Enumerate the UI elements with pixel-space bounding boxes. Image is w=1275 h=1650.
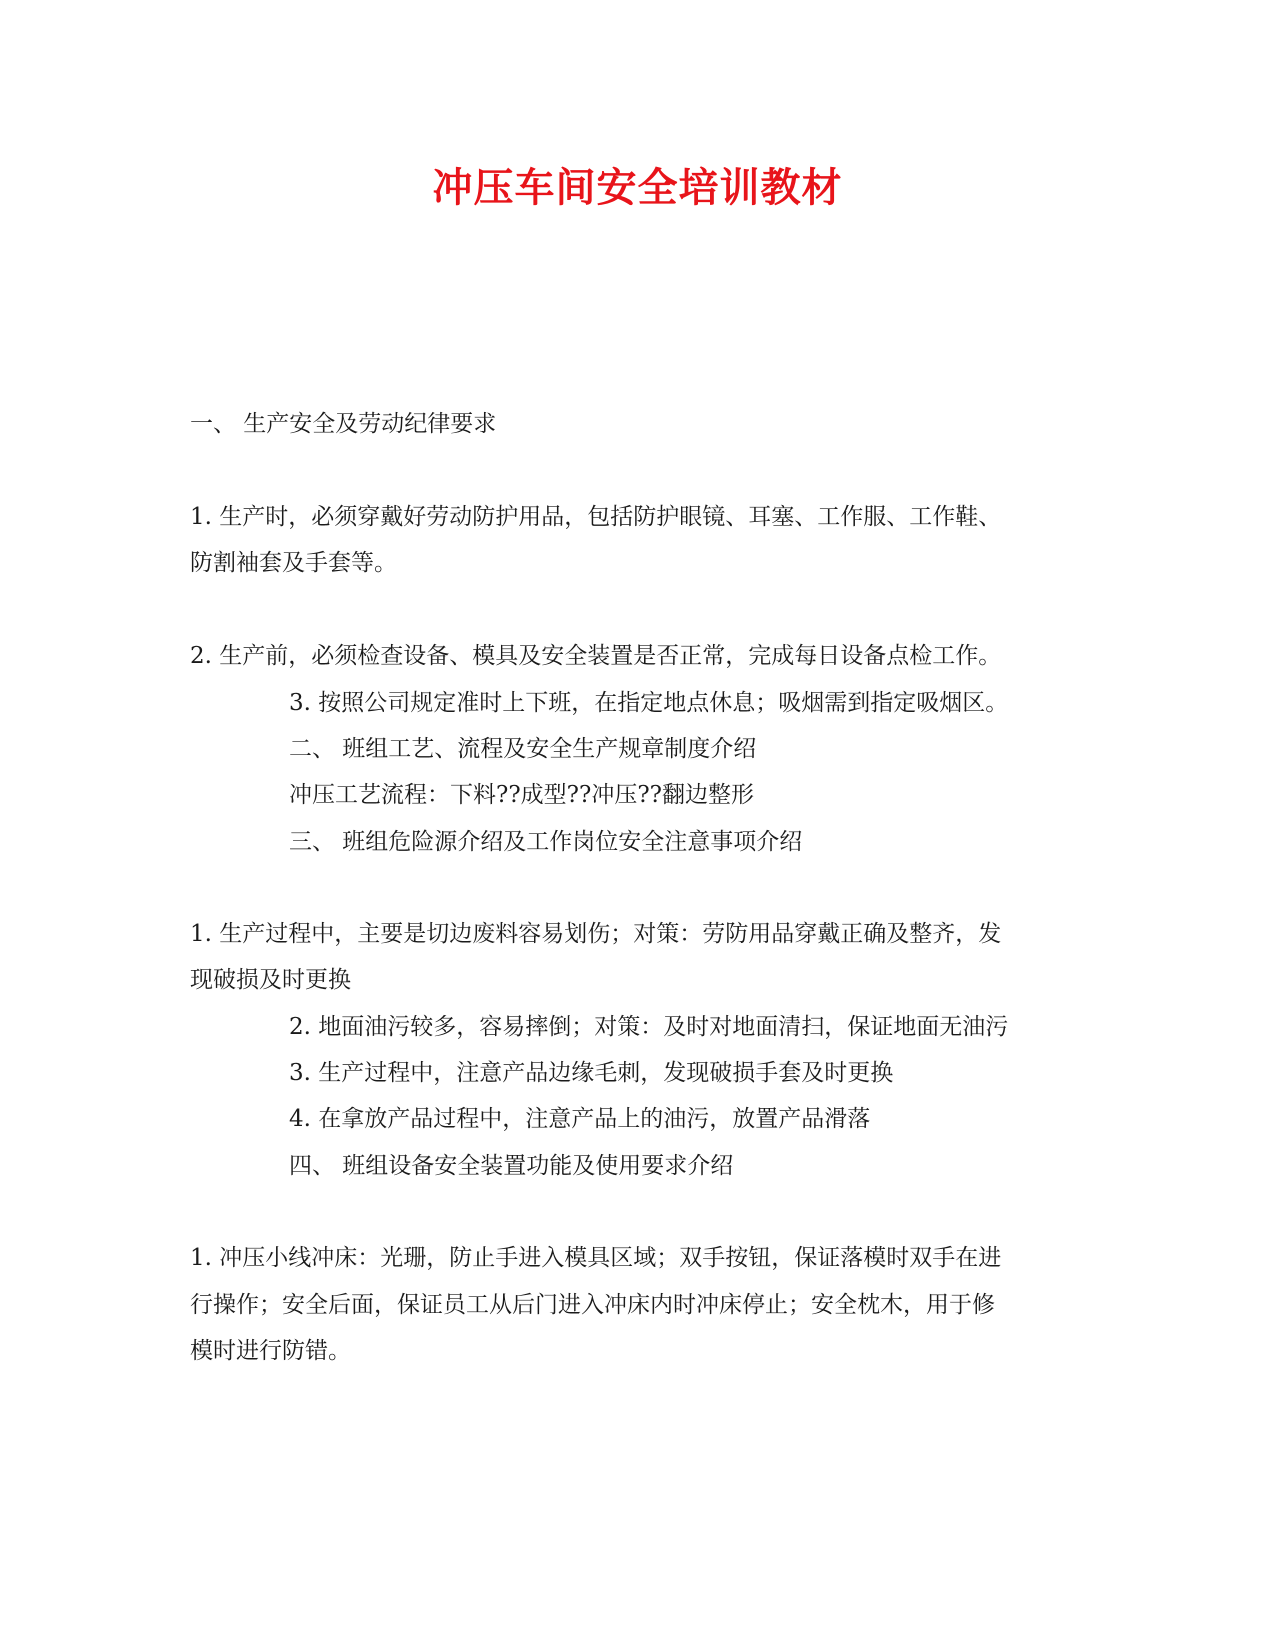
paragraph-line: 防割袖套及手套等。: [190, 550, 397, 576]
paragraph-line: 3. 按照公司规定准时上下班，在指定地点休息；吸烟需到指定吸烟区。: [289, 690, 1009, 716]
paragraph-line: 模时进行防错。: [190, 1338, 351, 1364]
paragraph-line: 冲压工艺流程：下料??成型??冲压??翻边整形: [289, 782, 754, 808]
paragraph-line: 行操作；安全后面，保证员工从后门进入冲床内时冲床停止；安全枕木，用于修: [190, 1292, 995, 1318]
paragraph-line: 2. 地面油污较多，容易摔倒；对策：及时对地面清扫，保证地面无油污: [289, 1014, 1009, 1040]
section-heading-2: 二、 班组工艺、流程及安全生产规章制度介绍: [289, 736, 757, 762]
paragraph-line: 4. 在拿放产品过程中，注意产品上的油污，放置产品滑落: [289, 1106, 871, 1132]
paragraph-line: 1. 冲压小线冲床：光珊，防止手进入模具区域；双手按钮，保证落模时双手在进: [190, 1245, 1002, 1271]
section-heading-1: 一、 生产安全及劳动纪律要求: [190, 411, 497, 437]
paragraph-line: 1. 生产过程中，主要是切边废料容易划伤；对策：劳防用品穿戴正确及整齐，发: [190, 921, 1002, 947]
paragraph-line: 3. 生产过程中，注意产品边缘毛刺，发现破损手套及时更换: [289, 1060, 894, 1086]
section-heading-3: 三、 班组危险源介绍及工作岗位安全注意事项介绍: [289, 829, 803, 855]
paragraph-line: 2. 生产前，必须检查设备、模具及安全装置是否正常，完成每日设备点检工作。: [190, 643, 1002, 669]
document-title: 冲压车间安全培训教材: [432, 164, 843, 211]
section-heading-4: 四、 班组设备安全装置功能及使用要求介绍: [289, 1153, 734, 1179]
paragraph-line: 1. 生产时，必须穿戴好劳动防护用品，包括防护眼镜、耳塞、工作服、工作鞋、: [190, 504, 1002, 530]
paragraph-line: 现破损及时更换: [190, 967, 351, 993]
